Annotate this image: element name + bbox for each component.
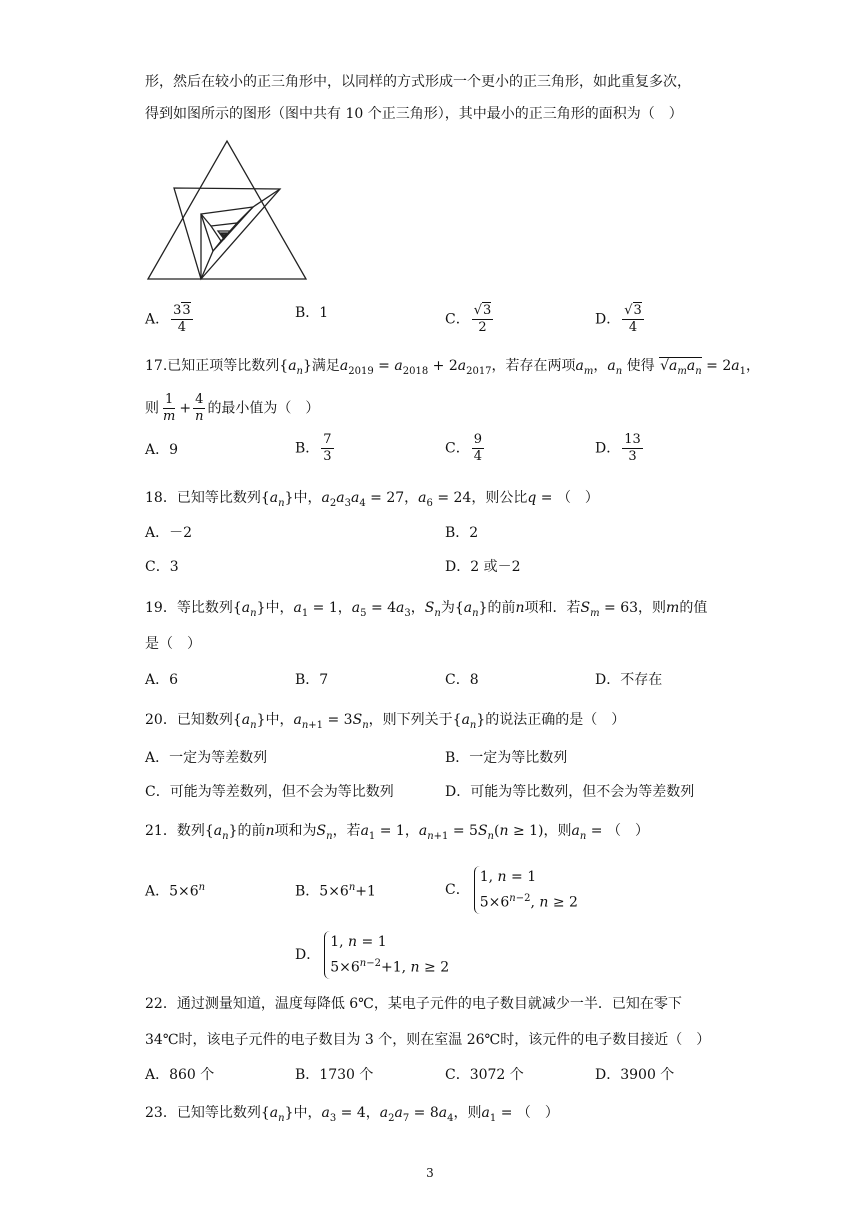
q19-option-b: B．7 bbox=[295, 672, 329, 688]
nested-triangles-figure bbox=[146, 138, 308, 282]
q20-option-a: A．一定为等差数列 bbox=[145, 750, 268, 766]
q22-text-line2: 34℃时，该电子元件的电子数目为 3 个，则在室温 26℃时，该元件的电子数目接近（ ） bbox=[145, 1032, 711, 1048]
q17-text-line2: 则 $\frac{1}{m}$ + $\frac{4}{n}$ 的最小值为（ ） bbox=[145, 392, 320, 424]
page-number: 3 bbox=[426, 1166, 434, 1180]
q21-option-b: B．$5\times 6^n+1$ bbox=[295, 882, 376, 900]
q16-option-b: B．1 bbox=[295, 305, 329, 321]
q20-option-c: C．可能为等差数列，但不会为等比数列 bbox=[145, 784, 394, 800]
q16-text-line2: 得到如图所示的图形（图中共有 10 个正三角形），其中最小的正三角形的面积为（ ） bbox=[145, 106, 683, 122]
q21-option-a: A．$5\times 6^n$ bbox=[145, 882, 206, 900]
q18-option-c: C．3 bbox=[145, 559, 179, 575]
q22-option-b: B．1730 个 bbox=[295, 1067, 374, 1083]
q19-option-c: C．8 bbox=[445, 672, 479, 688]
q20-text: 20．已知数列$\{a_n\}$中，$a_{n+1} = 3S_n$，则下列关于$\{a_n\}$的说法正确的是（ ） bbox=[145, 712, 626, 731]
q20-option-d: D．可能为等比数列，但不会为等差数列 bbox=[445, 784, 695, 800]
q18-option-a: A．－2 bbox=[145, 525, 193, 541]
q19-text-line1: 19．等比数列$\{a_n\}$中，$a_1 = 1$，$a_5 = 4a_3$，$S_n$为$\{a_n\}$的前n项和．若$S_m = 63$，则m的值 bbox=[145, 600, 708, 619]
q17-option-c: C． $\frac{9}{4}$ bbox=[445, 432, 482, 464]
q20-option-b: B．一定为等比数列 bbox=[445, 750, 568, 766]
q16-option-c: C． $\frac{√3}{2}$ bbox=[445, 303, 492, 335]
q16-option-d: D． $\frac{√3}{4}$ bbox=[595, 303, 642, 335]
q19-text-line2: 是（ ） bbox=[145, 636, 201, 652]
q17-option-d: D． $\frac{13}{3}$ bbox=[595, 432, 641, 464]
q18-option-b: B．2 bbox=[445, 525, 479, 541]
q16-text-line1: 形，然后在较小的正三角形中，以同样的方式形成一个更小的正三角形，如此重复多次， bbox=[145, 74, 691, 90]
q22-option-c: C．3072 个 bbox=[445, 1067, 524, 1083]
q21-option-c: C． 1, n = 1 $5\times 6^{n-2}$, n ≥ 2 bbox=[445, 866, 578, 914]
q17-text-line1: 17.已知正项等比数列$\{a_n\}$满足$a_{2019} = a_{2018} + 2a_{2017}$，若存在两项$a_m$，$a_n$ 使得 $√a_ma_n = 2a_1$， bbox=[145, 358, 760, 377]
q22-text-line1: 22．通过测量知道，温度每降低 6℃，某电子元件的电子数目就减少一半．已知在零下 bbox=[145, 996, 682, 1012]
q22-option-d: D．3900 个 bbox=[595, 1067, 675, 1083]
q18-text: 18．已知等比数列$\{a_n\}$中，$a_2a_3a_4 = 27$，$a_6 = 24$，则公比q = （ ） bbox=[145, 490, 599, 509]
q17-option-a: A．9 bbox=[145, 442, 179, 458]
q22-option-a: A．860 个 bbox=[145, 1067, 215, 1083]
q21-text: 21．数列$\{a_n\}$的前n项和为$S_n$，若$a_1 = 1$，$a_{n+1} = 5S_n(n \ge 1)$，则$a_n$ = （ ） bbox=[145, 823, 649, 842]
q19-option-d: D．不存在 bbox=[595, 672, 663, 688]
q21-option-d: D． 1, n = 1 $5\times 6^{n-2}+1$, n ≥ 2 bbox=[295, 931, 449, 979]
q23-text: 23．已知等比数列$\{a_n\}$中，$a_3 = 4$，$a_2a_7 = 8a_4$，则$a_1$ = （ ） bbox=[145, 1105, 559, 1124]
q19-option-a: A．6 bbox=[145, 672, 179, 688]
q17-option-b: B． $\frac{7}{3}$ bbox=[295, 432, 332, 464]
q16-option-a: A． $\frac{33}{4}$ bbox=[145, 303, 191, 335]
q18-option-d: D．2 或－2 bbox=[445, 559, 521, 575]
